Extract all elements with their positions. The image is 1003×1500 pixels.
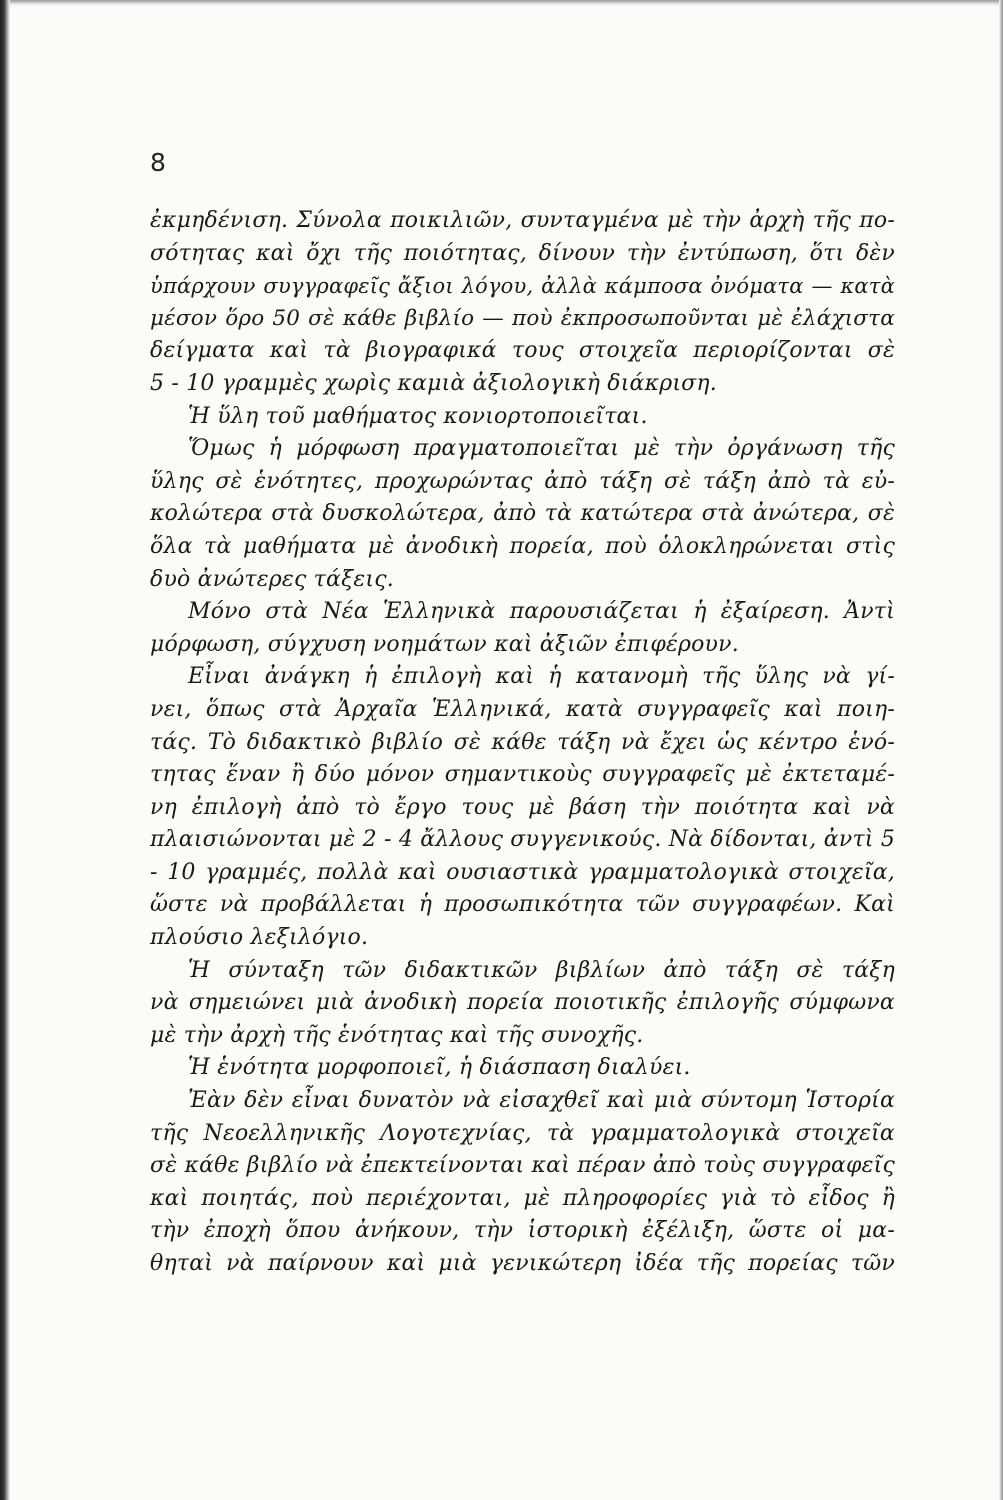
text-line: δείγματα καὶ τὰ βιογραφικά τους στοιχεῖα περιορίζονται σὲ <box>150 338 895 364</box>
text-line: μὲ τὴν ἀρχὴ τῆς ἑνότητας καὶ τῆς συνοχῆς. <box>150 1022 644 1048</box>
text-line: νη ἐπιλογὴ ἀπὸ τὸ ἔργο τους μὲ βάση τὴν ποιότητα καὶ νὰ <box>150 794 895 820</box>
text-line: τὴν ἐποχὴ ὅπου ἀνήκουν, τὴν ἱστορικὴ ἐξέλιξη, ὥστε οἱ μα- <box>150 1218 895 1244</box>
text-line: νὰ σημειώνει μιὰ ἀνοδικὴ πορεία ποιοτικῆς ἐπιλογῆς σύμφωνα <box>150 990 895 1016</box>
text-line: σὲ κάθε βιβλίο νὰ ἐπεκτείνονται καὶ πέραν ἀπὸ τοὺς συγγραφεῖς <box>150 1153 895 1179</box>
text-line: Ἡ ἑνότητα μορφοποιεῖ, ἡ διάσπαση διαλύει. <box>188 1055 691 1081</box>
text-line: πλούσιο λεξιλόγιο. <box>150 925 369 951</box>
text-line: ὅλα τὰ μαθήματα μὲ ἀνοδικὴ πορεία, ποὺ ὁλοκληρώνεται στὶς <box>150 533 895 559</box>
text-line: - 10 γραμμές, πολλὰ καὶ ουσιαστικὰ γραμματολογικὰ στοιχεῖα, <box>150 859 895 885</box>
text-line: ἐκμηδένιση. Σύνολα ποικιλιῶν, συνταγμένα μὲ τὴν ἀρχὴ τῆς πο- <box>150 208 895 233</box>
page-right-edge <box>999 0 1003 1500</box>
text-line: Ὅμως ἡ μόρφωση πραγματοποιεῖται μὲ τὴν ὀργάνωση τῆς <box>188 436 895 462</box>
text-line: μόρφωση, σύγχυση νοημάτων καὶ ἀξιῶν ἐπιφέρουν. <box>150 631 739 657</box>
text-line: Ἐὰν δὲν εἶναι δυνατὸν νὰ εἰσαχθεῖ καὶ μιὰ σύντομη Ἱστορία <box>188 1088 895 1114</box>
text-line: Εἶναι ἀνάγκη ἡ ἐπιλογὴ καὶ ἡ κατανομὴ τῆς ὕλης νὰ γί- <box>188 664 895 690</box>
text-line: κολώτερα στὰ δυσκολώτερα, ἀπὸ τὰ κατώτερα στὰ ἀνώτερα, σὲ <box>150 501 895 527</box>
page-top-edge <box>0 0 1003 6</box>
text-line: τῆς Νεοελληνικῆς Λογοτεχνίας, τὰ γραμματολογικὰ στοιχεῖα <box>150 1120 895 1146</box>
text-line: νει, ὅπως στὰ Ἀρχαῖα Ἑλληνικά, κατὰ συγγραφεῖς καὶ ποιη- <box>150 696 895 722</box>
text-line: ὑπάρχουν συγγραφεῖς ἄξιοι λόγου, ἀλλὰ κάμποσα ὀνόματα — κατὰ <box>150 274 895 299</box>
text-line: δυὸ ἀνώτερες τάξεις. <box>150 566 394 592</box>
text-line: πλαισιώνονται μὲ 2 - 4 ἄλλους συγγενικούς. Νὰ δίδονται, ἀντὶ 5 <box>150 827 896 853</box>
page-number: 8 <box>150 148 166 177</box>
text-line: τάς. Τὸ διδακτικὸ βιβλίο σὲ κάθε τάξη νὰ ἔχει ὡς κέντρο ἑνό- <box>150 729 895 755</box>
text-line: καὶ ποιητάς, ποὺ περιέχονται, μὲ πληροφορίες γιὰ τὸ εἶδος ἢ <box>150 1185 895 1211</box>
page-binding-edge <box>0 0 10 1500</box>
text-line: Ἡ ὕλη τοῦ μαθήματος κονιορτοποιεῖται. <box>188 403 648 429</box>
text-line: θηταὶ νὰ παίρνουν καὶ μιὰ γενικώτερη ἰδέα τῆς πορείας τῶν <box>150 1251 895 1276</box>
text-line: Ἡ σύνταξη τῶν διδακτικῶν βιβλίων ἀπὸ τάξη σὲ τάξη <box>188 957 895 983</box>
text-line: ὕλης σὲ ἑνότητες, προχωρώντας ἀπὸ τάξη σὲ τάξη ἀπὸ τὰ εὐ- <box>150 468 895 494</box>
text-line: Μόνο στὰ Νέα Ἑλληνικὰ παρουσιάζεται ἡ ἐξαίρεση. Ἀντὶ <box>188 599 895 625</box>
text-line: ὥστε νὰ προβάλλεται ἡ προσωπικότητα τῶν συγγραφέων. Καὶ <box>150 892 895 918</box>
text-line: 5 - 10 γραμμὲς χωρὶς καμιὰ ἀξιολογικὴ διάκριση. <box>150 370 717 396</box>
body-text <box>150 205 895 1281</box>
text-line: μέσον ὅρο 50 σὲ κάθε βιβλίο — ποὺ ἐκπροσωποῦνται μὲ ἐλάχιστα <box>150 305 895 331</box>
text-line: σότητας καὶ ὄχι τῆς ποιότητας, δίνουν τὴν ἐντύπωση, ὅτι δὲν <box>150 240 895 266</box>
text-line: τητας ἕναν ἢ δύο μόνον σημαντικοὺς συγγραφεῖς μὲ ἐκτεταμέ- <box>150 762 895 788</box>
